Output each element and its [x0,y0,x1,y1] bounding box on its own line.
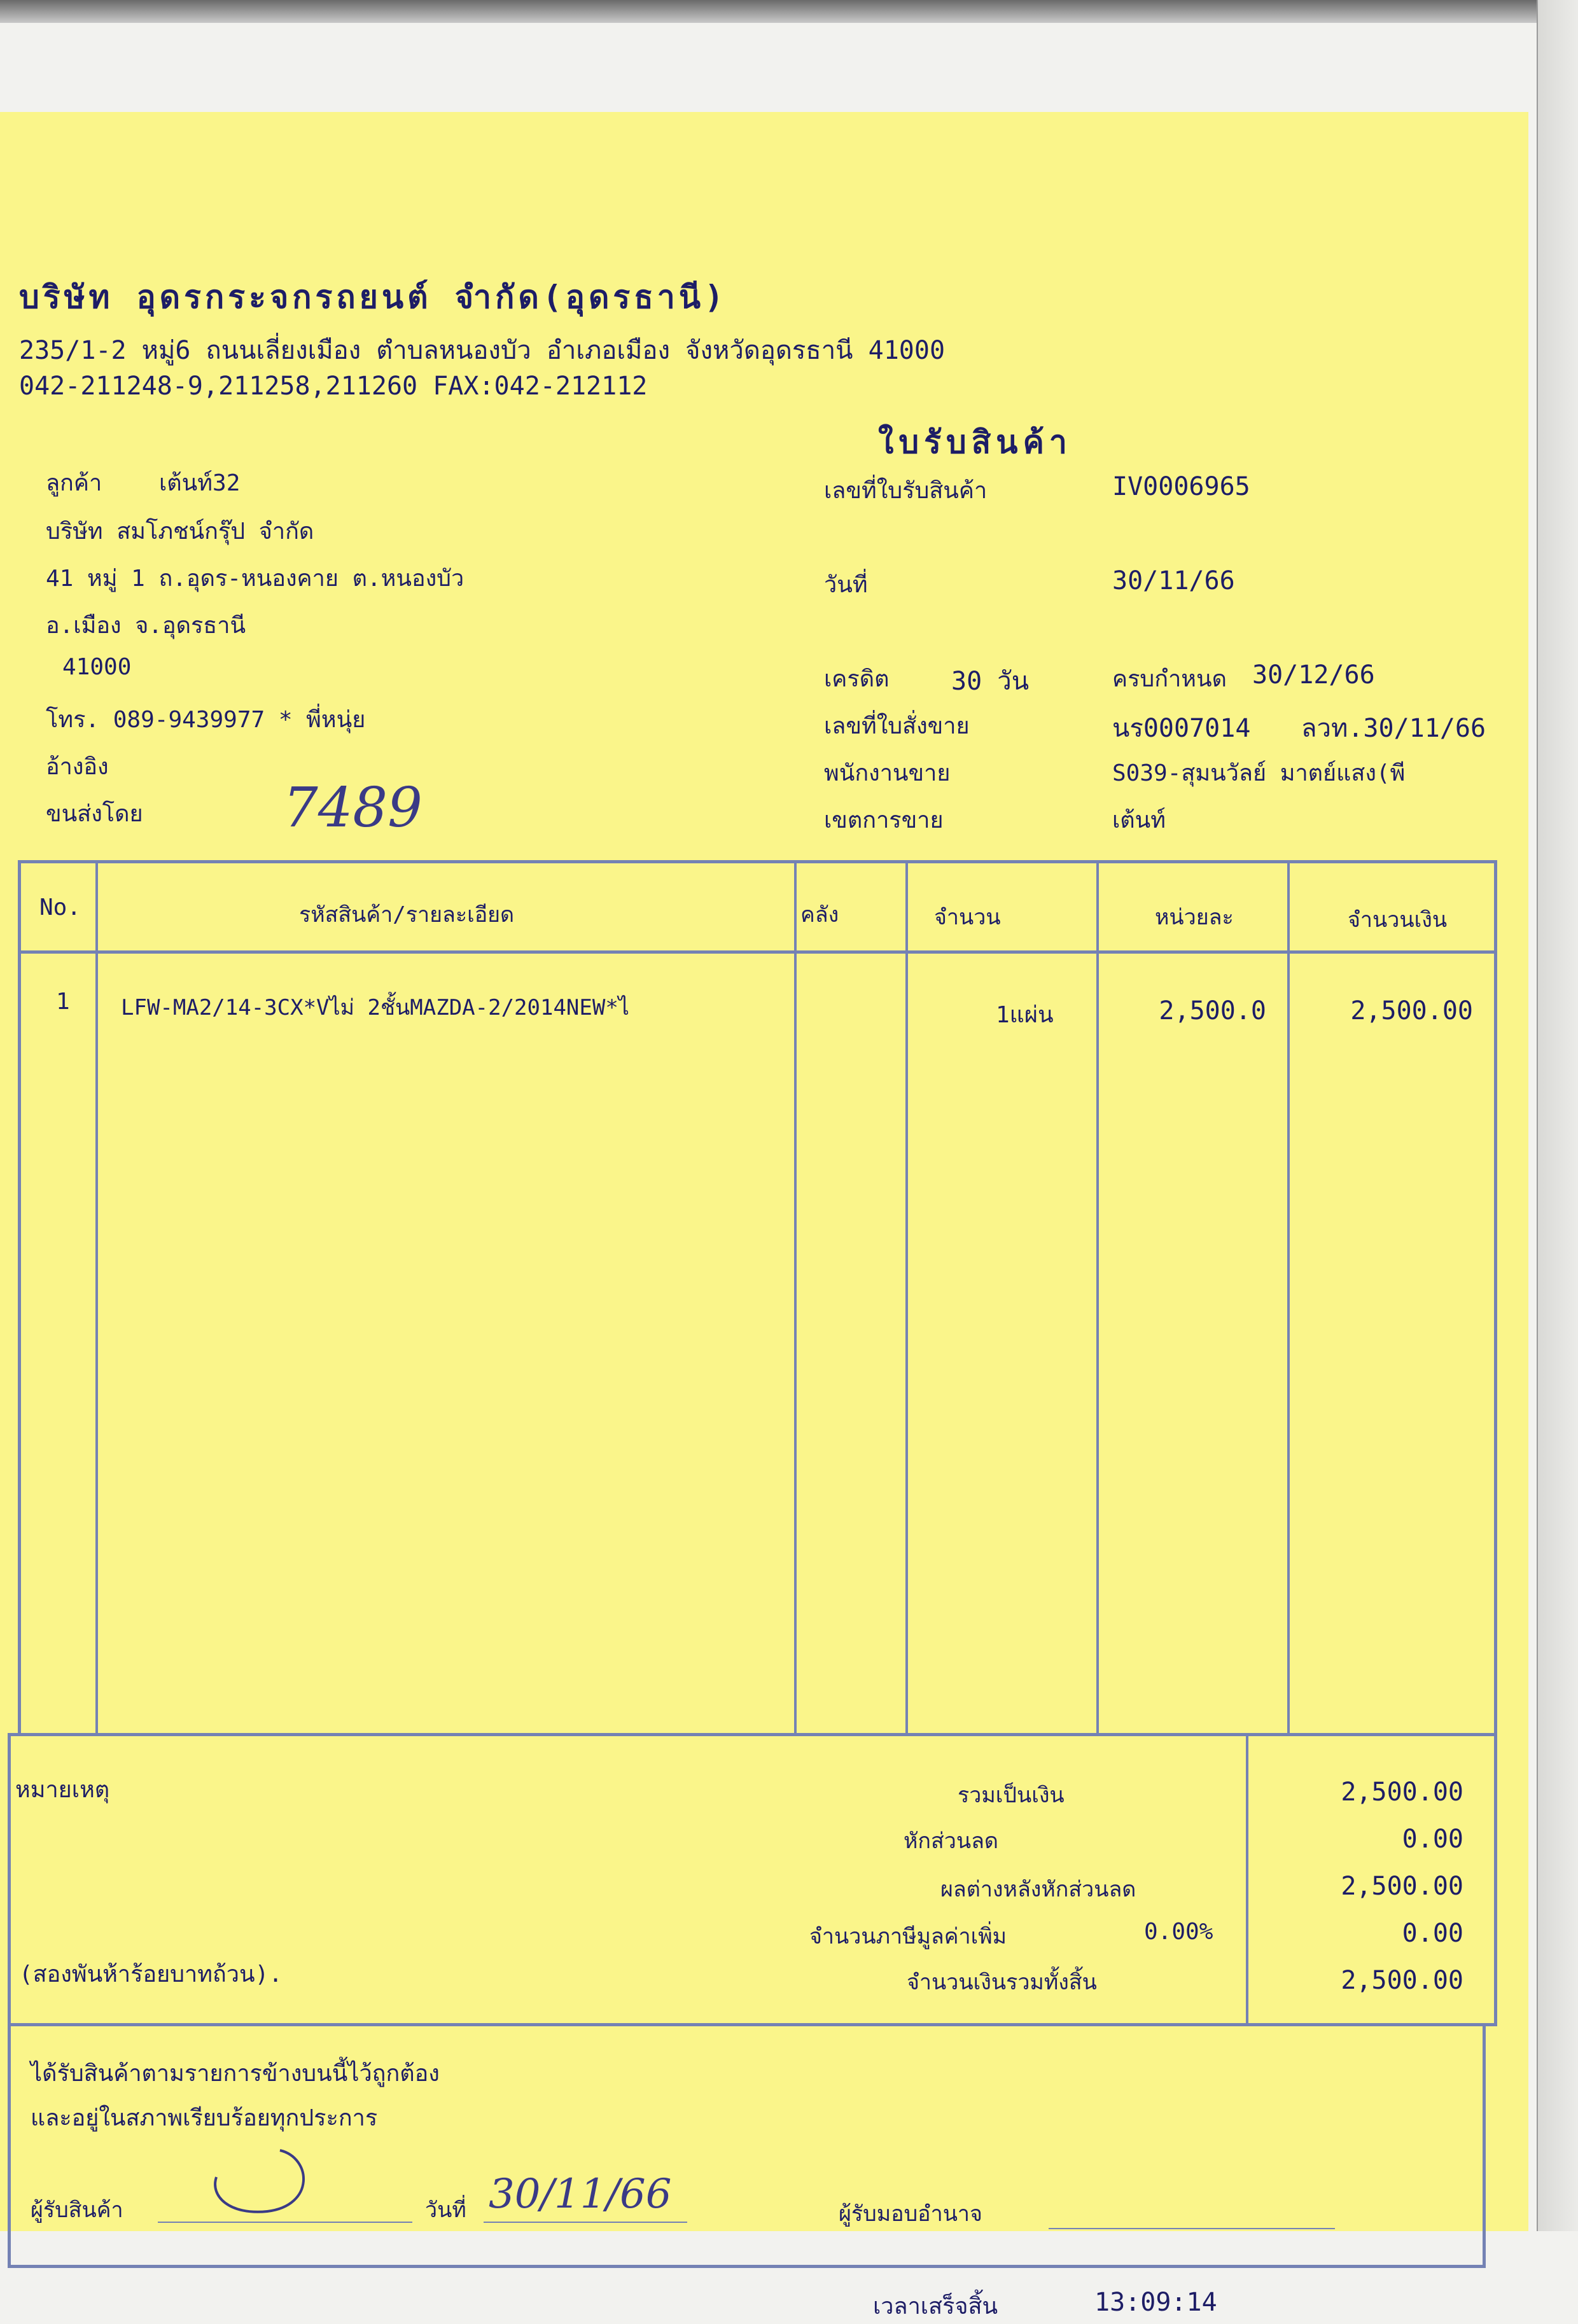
receiver-signature [204,2145,318,2222]
table-header-divider [18,950,1497,954]
after-discount-value: 2,500.00 [1341,1872,1463,1901]
company-name: บริษัท อุดรกระจกรถยนต์ จำกัด(อุดรธานี) [19,279,728,316]
ack-bottom-border [8,2265,1486,2268]
col-divider-qty [1096,860,1099,1733]
customer-name: บริษัท สมโภชน์กรุ๊ป จำกัด [46,518,314,545]
reference-label: อ้างอิง [46,754,109,780]
th-unit-price: หน่วยละ [1155,905,1234,930]
customer-phone: โทร. 089-9439977 * พี่หนุ่ย [46,707,366,733]
after-discount-label: ผลต่างหลังหักส่วนลด [940,1877,1136,1902]
table-right-border [1494,860,1497,2026]
shipping-handwritten-number: 7489 [283,776,422,840]
receipt-paper [0,112,1528,2320]
date-label: วันที่ [824,572,868,598]
discount-label: หักส่วนลด [904,1828,998,1854]
discount-value: 0.00 [1402,1825,1463,1854]
receiver-label: ผู้รับสินค้า [31,2197,123,2223]
remarks-label: หมายเหตุ [15,1777,110,1803]
col-divider-unit [1287,860,1290,1733]
salesperson: S039-สุมนวัลย์ มาตย์แสง(พี [1112,760,1406,786]
vat-label: จำนวนภาษีมูลค่าเพิ่ม [809,1924,1007,1949]
acknowledgement-line-2: และอยู่ในสภาพเรียบร้อยทุกประการ [31,2105,378,2131]
document-date: 30/11/66 [1112,566,1235,595]
customer-address-1: 41 หมู่ 1 ถ.อุดร-หนองคาย ต.หนองบัว [46,566,464,592]
authorized-label: ผู้รับมอบอำนาจ [839,2201,982,2227]
subtotal-label: รวมเป็นเงิน [958,1783,1065,1808]
signature-date-label: วันที่ [425,2197,466,2223]
table-top-border [18,860,1497,863]
th-description: รหัสสินค้า/รายละเอียด [299,902,515,928]
col-divider-desc [794,860,797,1733]
scan-edge [0,0,1578,23]
receiver-signature-line [158,2222,412,2223]
ack-right-border [1483,2023,1486,2267]
col-divider-store [905,860,908,1733]
order-date: ลวท.30/11/66 [1301,714,1486,743]
th-no: No. [39,894,81,921]
salesperson-label: พนักงานขาย [824,760,951,786]
order-no: นร0007014 [1112,714,1251,743]
row-1-description: LFW-MA2/14-3CX*Vไม่ 2ชั้นMAZDA-2/2014NEW*ไ [121,995,629,1020]
shipping-label: ขนส่งโดย [46,801,143,827]
vat-rate: 0.00% [1144,1919,1213,1945]
due-label: ครบกำหนด [1112,666,1227,692]
due-date: 30/12/66 [1252,660,1375,690]
summary-col-divider [1246,1733,1248,2026]
acknowledgement-line-1: ได้รับสินค้าตามรายการข้างบนนี้ไว้ถูกต้อง [31,2061,440,2087]
completion-time: 13:09:14 [1094,2288,1217,2317]
customer-postcode: 41000 [62,654,132,680]
row-1-unit-price: 2,500.0 [1159,996,1266,1026]
signature-date-line [484,2222,687,2223]
company-address: 235/1-2 หมู่6 ถนนเลี่ยงเมือง ตำบลหนองบัว อำเภอเมือง จังหวัดอุดรธานี 41000 [19,336,946,365]
th-store: คลัง [800,902,839,928]
authorized-signature-line [1049,2228,1335,2229]
credit-days: 30 วัน [951,667,1030,696]
th-quantity: จำนวน [934,905,1001,930]
summary-bottom-border [8,2023,1497,2026]
col-divider-no [95,860,98,1733]
signature-date-handwritten: 30/11/66 [489,2171,672,2218]
customer-address-2: อ.เมือง จ.อุดรธานี [46,613,246,639]
summary-left-border [8,1733,11,2267]
document-title: ใบรับสินค้า [878,424,1072,461]
customer-label: ลูกค้า [46,470,102,496]
completion-time-label: เวลาเสร็จสิ้น [873,2293,998,2320]
credit-label: เครดิต [824,666,890,692]
th-amount: จำนวนเงิน [1348,907,1448,933]
company-phone: 042-211248-9,211258,211260 FAX:042-212112 [19,372,648,401]
customer-code: เต้นท์32 [159,470,241,496]
row-1-amount: 2,500.00 [1350,996,1473,1026]
receipt-no-label: เลขที่ใบรับสินค้า [824,478,988,504]
row-1-no: 1 [56,989,70,1015]
subtotal-value: 2,500.00 [1341,1778,1463,1807]
sales-area-label: เขตการขาย [824,807,944,833]
table-left-border [18,860,21,1733]
vat-value: 0.00 [1402,1919,1463,1948]
summary-top-border [8,1733,1497,1736]
amount-in-words: (สองพันห้าร้อยบาทถ้วน). [19,1961,283,1987]
row-1-quantity: 1แผ่น [996,1002,1054,1028]
grand-total-label: จำนวนเงินรวมทั้งสิ้น [907,1970,1097,1995]
order-no-label: เลขที่ใบสั่งขาย [824,713,970,739]
sales-area: เต้นท์ [1112,807,1166,833]
receipt-no: IV0006965 [1112,472,1250,501]
grand-total-value: 2,500.00 [1341,1966,1463,1995]
scan-margin-strip [1537,0,1578,2231]
